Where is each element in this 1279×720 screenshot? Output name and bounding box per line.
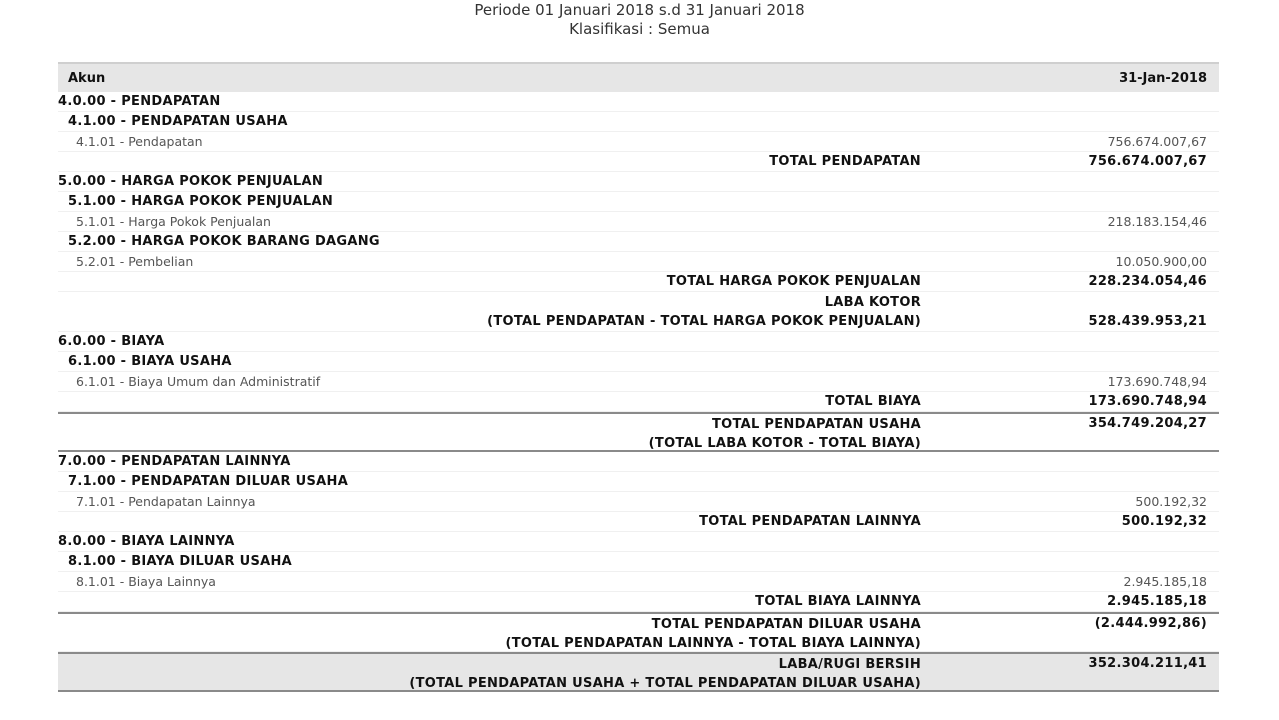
account-subgroup: 4.1.00 - PENDAPATAN USAHA <box>68 114 288 129</box>
account-value: 218.183.154,46 <box>1107 214 1207 229</box>
account-group: 8.0.00 - BIAYA LAINNYA <box>58 534 235 549</box>
total-label <box>649 415 921 453</box>
total-label <box>409 655 921 693</box>
table-row <box>58 552 1219 572</box>
table-row-gross-profit <box>58 292 1219 332</box>
table-row <box>58 352 1219 372</box>
total-label <box>487 293 921 331</box>
account-value: 173.690.748,94 <box>1107 374 1207 389</box>
table-row <box>58 212 1219 232</box>
account-value: 756.674.007,67 <box>1107 134 1207 149</box>
account-item: 5.1.01 - Harga Pokok Penjualan <box>76 214 271 229</box>
table-row-total <box>58 392 1219 412</box>
table-header <box>58 62 1219 92</box>
table-row-total <box>58 152 1219 172</box>
total-value: 756.674.007,67 <box>1088 154 1207 169</box>
table-row <box>58 132 1219 152</box>
table-row <box>58 452 1219 472</box>
table-row-operating-income <box>58 412 1219 452</box>
account-subgroup: 8.1.00 - BIAYA DILUAR USAHA <box>68 554 293 569</box>
total-label: TOTAL BIAYA <box>825 394 921 409</box>
account-subgroup: 5.2.00 - HARGA POKOK BARANG DAGANG <box>68 234 380 249</box>
table-row-total <box>58 512 1219 532</box>
total-label-line: TOTAL PENDAPATAN DILUAR USAHA <box>651 617 921 632</box>
account-item: 6.1.01 - Biaya Umum dan Administratif <box>76 374 321 389</box>
table-row <box>58 92 1219 112</box>
col-header-date: 31-Jan-2018 <box>1119 70 1207 86</box>
total-label-line: LABA/RUGI BERSIH <box>778 657 921 672</box>
report-header <box>0 0 1279 39</box>
account-item: 4.1.01 - Pendapatan <box>76 134 203 149</box>
table-row-non-operating <box>58 612 1219 652</box>
total-label-formula: (TOTAL PENDAPATAN LAINNYA - TOTAL BIAYA LAINNYA) <box>505 636 921 651</box>
account-group: 7.0.00 - PENDAPATAN LAINNYA <box>58 454 291 469</box>
table-row <box>58 532 1219 552</box>
total-label-formula: (TOTAL PENDAPATAN USAHA + TOTAL PENDAPATAN DILUAR USAHA) <box>409 676 921 691</box>
table-row-net-profit <box>58 652 1219 692</box>
total-value: 352.304.211,41 <box>1088 656 1207 671</box>
account-subgroup: 5.1.00 - HARGA POKOK PENJUALAN <box>68 194 334 209</box>
total-value: 228.234.054,46 <box>1088 274 1207 289</box>
table-row <box>58 472 1219 492</box>
account-group: 6.0.00 - BIAYA <box>58 334 165 349</box>
account-group: 5.0.00 - HARGA POKOK PENJUALAN <box>58 174 324 189</box>
account-value: 2.945.185,18 <box>1123 574 1207 589</box>
table-row <box>58 252 1219 272</box>
account-item: 7.1.01 - Pendapatan Lainnya <box>76 494 256 509</box>
total-label-line: TOTAL PENDAPATAN USAHA <box>711 417 921 432</box>
total-label <box>505 615 921 653</box>
report-classification: Klasifikasi : Semua <box>569 20 710 38</box>
total-label-formula: (TOTAL LABA KOTOR - TOTAL BIAYA) <box>648 436 921 451</box>
table-row <box>58 572 1219 592</box>
profit-loss-table <box>58 62 1219 692</box>
total-label: TOTAL PENDAPATAN <box>769 154 921 169</box>
table-row <box>58 192 1219 212</box>
total-value: 354.749.204,27 <box>1088 416 1207 431</box>
total-label: TOTAL PENDAPATAN LAINNYA <box>699 514 921 529</box>
table-row <box>58 232 1219 252</box>
account-value: 500.192,32 <box>1135 494 1207 509</box>
table-row <box>58 332 1219 352</box>
account-item: 8.1.01 - Biaya Lainnya <box>76 574 216 589</box>
total-value: 500.192,32 <box>1121 514 1207 529</box>
table-row-total <box>58 272 1219 292</box>
account-item: 5.2.01 - Pembelian <box>76 254 194 269</box>
total-value: (2.444.992,86) <box>1094 616 1207 631</box>
account-value: 10.050.900,00 <box>1115 254 1207 269</box>
account-subgroup: 7.1.00 - PENDAPATAN DILUAR USAHA <box>68 474 349 489</box>
table-row <box>58 112 1219 132</box>
col-header-akun: Akun <box>68 70 106 86</box>
table-row <box>58 492 1219 512</box>
total-label: TOTAL BIAYA LAINNYA <box>755 594 921 609</box>
account-group: 4.0.00 - PENDAPATAN <box>58 94 221 109</box>
total-value: 173.690.748,94 <box>1088 394 1207 409</box>
total-value: 2.945.185,18 <box>1107 594 1207 609</box>
total-label-formula: (TOTAL PENDAPATAN - TOTAL HARGA POKOK PENJUALAN) <box>487 314 921 329</box>
report-period: Periode 01 Januari 2018 s.d 31 Januari 2018 <box>474 1 805 19</box>
table-row <box>58 172 1219 192</box>
table-row <box>58 372 1219 392</box>
account-subgroup: 6.1.00 - BIAYA USAHA <box>68 354 232 369</box>
total-label-line: LABA KOTOR <box>824 295 921 310</box>
table-row-total <box>58 592 1219 612</box>
total-value: 528.439.953,21 <box>1088 314 1207 329</box>
total-label: TOTAL HARGA POKOK PENJUALAN <box>666 274 921 289</box>
